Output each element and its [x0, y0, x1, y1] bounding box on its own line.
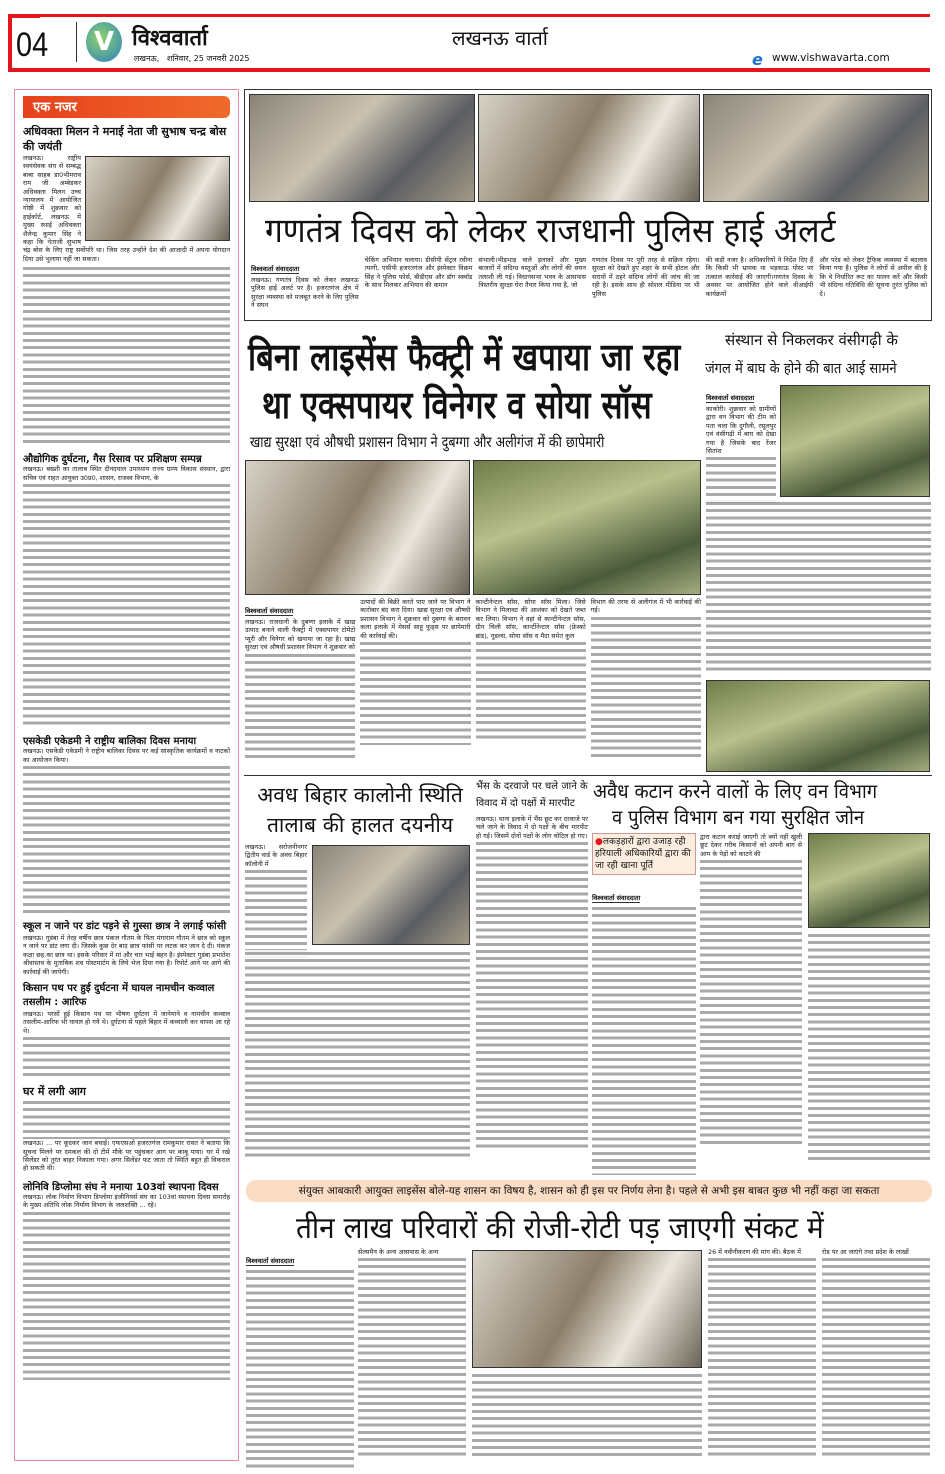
column-text: लखनऊ। राजधानी के दुबग्गा इलाके में खाद्य उत्पाद बनाने वाली फैक्ट्री में एक्सपायर टोमेटो प्यूरी और विनेगर को खपाया जा रहा है। खाद्य सुरक्षा एवं औषधी प्रशासन विभाग ने शुक्रवार को	[245, 618, 356, 652]
website-link[interactable]: www.vishwavarta.com	[772, 52, 890, 64]
lead-headline[interactable]: गणतंत्र दिवस को लेकर राजधानी पुलिस हाई अलर्ट	[265, 211, 836, 251]
police-photo	[249, 94, 475, 202]
buffalo-text: लखनऊ। थाना इलाके में भैंस छूट कर दरवाजे पर चले जाने के विवाद में दो पक्षों के बीच मारपीट हो गई। जिसमें दोनों पक्षों के लोग चोटिल हो गए।	[476, 815, 588, 840]
story-text: लखनऊ। गुडंबा में तेरह वर्षीय छात्र पंकज गौतम के पिता मंगाराम गौतम ने छात्र को स्कूल न जाने पर डांट लगा दी। जिसके कुछ देर बाद छात्र फांसी पर लटक कर जान दे दी। पंकज कक्षा छह का छात्र था। इसके परिवार में मां और चार भाई बहन है। इंस्पेक्टर गुडंबा प्रभातेश श्रीवास्तव के मुताबिक शव पोस्टमार्टम के लिये भेज दिया गया है। रिपोर्ट आने पर आगे की कार्रवाई की जायेगी।	[23, 933, 230, 976]
story-title[interactable]: एसकेडी एकेडमी ने राष्ट्रीय बालिका दिवस मनाया	[23, 736, 197, 748]
column-text: विभाग की तरफ से अलीगंज में भी कार्रवाई की गई।	[590, 598, 701, 615]
factory-photo	[473, 460, 701, 595]
byline: विश्ववार्ता संवाददाता	[592, 894, 641, 902]
story-text: लखनऊ। बख्शी का तालाब स्थित दीनदयाल उपाध्याय राज्य ग्राम्य विकास संस्थान, द्वारा सचिव एवं राहत आयुक्त उ0प्र0, शासन, राजस्व विभाग, के	[23, 465, 230, 482]
byline: विश्ववार्ता संवाददाता	[251, 265, 300, 273]
column-text: चेकिंग अभियान चलाया। डीसीपी सेंट्रल रवीना त्यागी, एसीपी हजरतगंज और इंस्पेक्टर विक्रम सिंह ने पुलिस फोर्स, बीडीएस और डॉग स्क्वॉड के साथ मिलकर अभियान की कमान	[364, 256, 473, 290]
story-title[interactable]: अधिवक्ता मिलन ने मनाई नेता जी सुभाष चन्द्र बोस की जयंती	[23, 125, 227, 153]
section-banner: एक नजर	[23, 96, 230, 118]
byline: विश्ववार्ता संवाददाता	[246, 1257, 295, 1265]
forest-text: द्वारा कटान कराई जाएगी तो क्यों नहीं खुली छूट देकर गरीब किसानों को अपनी बाग से आम के पेड़ों को काटने की	[700, 833, 802, 858]
tiger-photo	[780, 385, 930, 497]
forest-photo	[808, 833, 930, 928]
tiger-text: काकोरी। शुक्रवार को ग्रामीणों द्वारा वन विभाग की टीम को पता चला कि दुगौली, रसूलपुर एवं वंसीगढ़ी में बाघ को देखा गया है जिसके बाद रेंजर सितांश	[706, 405, 776, 456]
column-text: और परेड को लेकर ट्रैफिक व्यवस्था में बदलाव किया गया है। पुलिस ने लोगों से अपील की है कि वे निर्धारित रूट का पालन करें और किसी भी संदिग्ध गतिविधि की सूचना तुरंत पुलिस को दें।	[819, 256, 927, 298]
page-number: 04	[16, 26, 49, 64]
tiger-headline-2[interactable]: जंगल में बाघ के होने की बात आई सामने	[705, 361, 897, 377]
column-text: रोड पर आ जाएंगे तथा प्रदेश के लाखों	[822, 1248, 909, 1256]
lead-story	[244, 89, 932, 321]
logo-icon: V	[86, 22, 122, 62]
story-text: लखनऊ। राष्ट्रीय स्वयंसेवक संघ से सम्बद्ध बाबा साहब डा0भीमराव राम जी अम्बेडकर अधिवक्ता मिलन उच्च न्यायालय में आयोजित गोष्ठी में शुक्रवार को हाईकोर्ट, लखनऊ में मुख्य स्थाई अधिवक्ता शैलेन्द्र कुमार सिंह ने कहा कि नेताजी सुभाष चंद्र बोस के लिए राष्ट्र सर्वोपरि था। जिस तरह उन्होंने देश की आजादी में अपना योगदान दिया उसे भुलाया नहीं जा सकता।	[23, 154, 230, 263]
excise-banner: संयुक्त आबकारी आयुक्त लाइसेंस बोले-यह शासन का विषय है, शासन को ही इस पर निर्णय लेना है। पहले से अभी इस बाबत कुछ भी नहीं कहा जा सकता	[246, 1180, 932, 1202]
browser-icon: e	[752, 50, 763, 69]
dateline: लखनऊ, शनिवार, 25 जनवरी 2025	[134, 54, 250, 63]
story-title[interactable]: किसान पथ पर हुई दुर्घटना में घायल नामचीन कव्वाल तसलीम : आरिफ	[23, 982, 215, 1008]
column-text: की कड़ी नजर है। अधिकारियों ने निर्देश दिए हैं कि किसी भी भ्रामक या भड़काऊ पोस्ट पर तत्काल कार्रवाई की जाएगी।गणतंत्र दिवस के अवसर पर आयोजित होने वाले वीआईपी कार्यक्रमों	[705, 256, 814, 298]
forest-headline-1[interactable]: अवैध कटान करने वालों के लिए वन विभाग	[593, 779, 878, 803]
column-text: उत्पादों की बिक्री करते पाए जाने पर विभाग ने कारोबार बंद करा दिया। खाद्य सुरक्षा एवं औषधी प्रशासन विभाग ने शुक्रवार को दुबग्गा के बरावन कला इलाके में मेसर्स साहू फूड्स पर छापेमारी की कार्रवाई की।	[360, 598, 471, 640]
paper-name: विश्ववार्ता	[132, 26, 208, 51]
byline: विश्ववार्ता संवाददाता	[245, 607, 294, 615]
story-text: लखनऊ। लोक निर्माण विभाग डिप्लोमा इंजीनियर्स संघ का 103वां स्थापना दिवस समारोह के मुख्य अतिथि लोक निर्माण विभाग के जलशक्ति ... रहे।	[23, 1192, 230, 1210]
police-photo	[478, 94, 700, 202]
story-text: लखनऊ। परसों हुई किसान पथ पर भीषण दुर्घटना में जानेमाने व नामचीन कव्वाल तसलीम-आरिफ भी घायल हो गये थे। दुर्घटना से पहले बिहार में कव्वाली कर वापस आ रहे थे।	[23, 1009, 230, 1035]
factory-photo	[245, 460, 470, 595]
byline: विश्ववार्ता संवाददाता	[706, 394, 755, 402]
factory-subhead: खाद्य सुरक्षा एवं औषधी प्रशासन विभाग ने दुबग्गा और अलीगंज में की छापेमारी	[250, 433, 605, 451]
buffalo-headline[interactable]: भैंस के दरवाजे पर चले जाने के विवाद में दो पक्षों में मारपीट	[476, 781, 588, 809]
column-text: 26 में नवीनीकरण की मांग की। बैठक में	[708, 1248, 801, 1256]
forest-callout: ●लकड़हारों द्वारा उजाड़ रही हरियाली अधिकारियों द्वारा की जा रही खाना पूर्ति	[592, 833, 696, 875]
story-text: लखनऊ। ... पर कूदकर जान बचाई। एफएसओ हजरतगंज रामकुमार रावत ने बताया कि सूचना मिलने पर दमकल की दो टीमें मौके पर पहुंचकर आग पर काबू पाया। घर में रखे सिलेंडर को तुरंत बाहर निकाला गया। अगर सिलेंडर फट जाता तो स्थिति बहुत ही विकराल हो सकती थी।	[23, 1139, 230, 1173]
police-photo	[703, 94, 929, 202]
story-title[interactable]: लोनिवि डिप्लोमा संघ ने मनाया 103वां स्थापना दिवस	[23, 1181, 219, 1193]
pond-text: लखनऊ। सरोजनीनगर द्वितीय वार्ड के अवध बिहार कॉलोनी में	[245, 843, 307, 868]
section-title: लखनऊ वार्ता	[452, 26, 548, 50]
pond-photo	[312, 845, 470, 945]
story-title[interactable]: स्कूल न जाने पर डांट पड़ने से गुस्सा छात्र ने लगाई फांसी	[23, 920, 227, 932]
factory-headline-1[interactable]: बिना लाइसेंस फैक्ट्री में खपाया जा रहा	[248, 335, 681, 379]
column-text: लखनऊ। गणतंत्र दिवस को लेकर लखनऊ पुलिस हाई अलर्ट पर है। हजरतगंज क्षेत्र में सुरक्षा व्यवस्था को मजबूत करने के लिए पुलिस ने सघन	[251, 276, 359, 310]
story-text: लखनऊ। एसकेडी एकेडमी ने राष्ट्रीय बालिका दिवस पर कई सांस्कृतिक कार्यक्रमों व नाटकों का आयोजन किया।	[23, 747, 230, 764]
meeting-photo	[472, 1250, 702, 1368]
excise-headline[interactable]: तीन लाख परिवारों की रोजी-रोटी पड़ जाएगी संकट में	[296, 1211, 824, 1246]
column-text: गणतंत्र दिवस पर पूरी तरह से सक्रिय रहेगा।सुरक्षा को देखते हुए शहर के सभी होटल और सरायों में ठहरे संदिग्ध लोगों की जांच की जा रही है। इसके साथ ही सोशल मीडिया पर भी पुलिस	[591, 256, 700, 298]
ek-nazar-column	[14, 89, 239, 1461]
forest-photo	[706, 680, 930, 772]
pond-headline[interactable]: अवध बिहार कालोनी स्थिति तालाब की हालत दयनीय	[257, 783, 463, 837]
forest-headline-2[interactable]: व पुलिस विभाग बन गया सुरक्षित जोन	[612, 805, 865, 829]
story-photo	[85, 156, 230, 241]
column-text: सेल्समैन के अन्य आसपास के अन्य	[358, 1248, 439, 1256]
story-title[interactable]: औद्योगिक दुर्घटना, गैस रिसाव पर प्रशिक्षण सम्पन्न	[23, 454, 202, 466]
column-text: कान्टीनेन्टल सॉस, सोया सॉस मिला। जिसे विभाग ने मिलावट की आशंका को देखते जब्त कर लिया। विभाग ने वहां से कान्टीनेन्टल सॉस, ग्रीन चिली सॉस, कार्न्टीनेन्टल सॉस (फ्रेस्को ब्रांड), नूडल्स, सोया सॉस व मैदा समेत कुल	[475, 598, 586, 640]
bullet-icon: ●	[595, 837, 603, 847]
story-title[interactable]: घर में लगी आग	[23, 1085, 87, 1099]
tiger-headline-1[interactable]: संस्थान से निकलकर वंसीगढ़ी के	[725, 331, 898, 349]
column-text: संभाली।भीड़भाड़ वाले इलाकों और मुख्य बाजारों में संदिग्ध वस्तुओं और लोगों की सघन तलाशी ली गई। विधानसभा भवन के आसपास त्रिस्तरीय सुरक्षा घेरा तैयार किया गया है, जो	[478, 256, 586, 290]
factory-headline-2[interactable]: था एक्सपायर विनेगर व सोया सॉस	[262, 383, 652, 427]
